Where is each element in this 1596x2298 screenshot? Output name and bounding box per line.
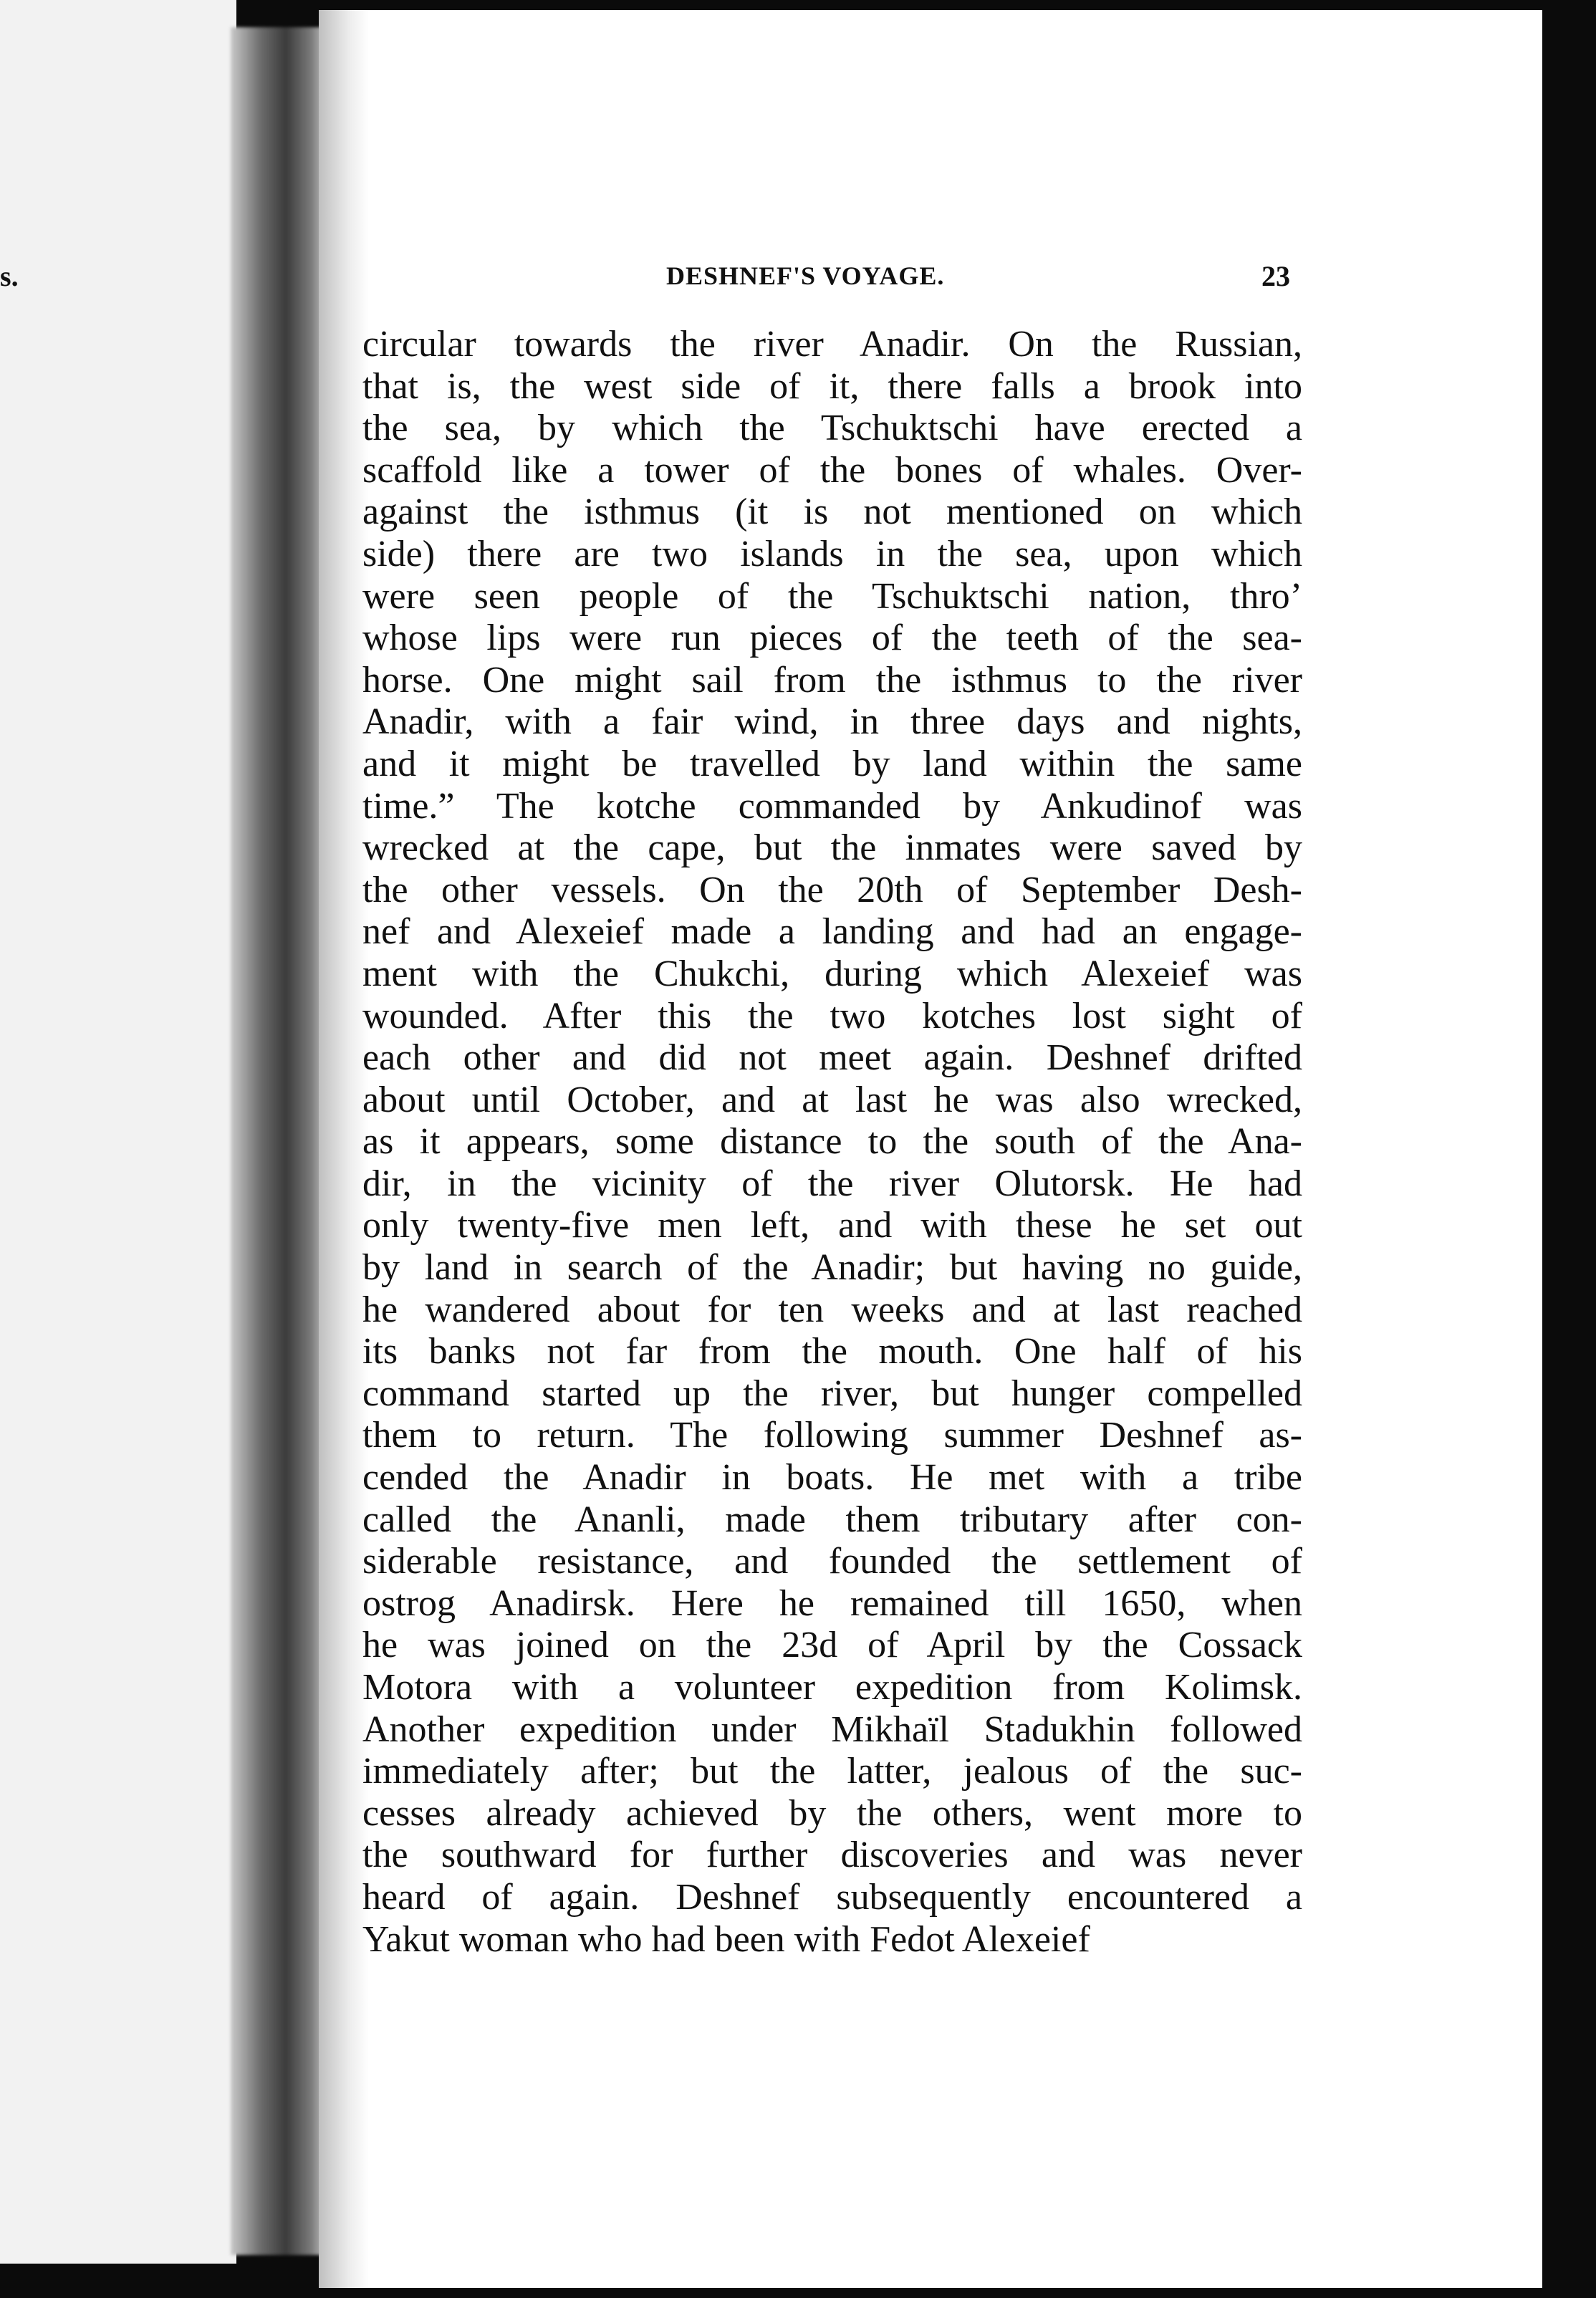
book-gutter-shadow (231, 27, 331, 2255)
body-line: Another expedition under Mikhaïl Stadukhin followed (362, 1708, 1302, 1750)
body-line: the other vessels. On the 20th of September Desh- (362, 869, 1302, 910)
body-line: whose lips were run pieces of the teeth of the sea- (362, 617, 1302, 659)
body-line: immediately after; but the latter, jealous of the suc- (362, 1751, 1302, 1792)
body-line: as it appears, some distance to the south of the Ana- (362, 1121, 1302, 1163)
body-line: cended the Anadir in boats. He met with a tribe (362, 1457, 1302, 1499)
body-line: each other and did not meet again. Deshnef drifted (362, 1037, 1302, 1079)
body-line: the southward for further discoveries and was never (362, 1835, 1302, 1876)
body-line: side) there are two islands in the sea, upon which (362, 533, 1302, 574)
body-line: Anadir, with a fair wind, in three days and nights, (362, 701, 1302, 743)
body-line: that is, the west side of it, there falls a brook into (362, 365, 1302, 407)
body-line: heard of again. Deshnef subsequently encountered a (362, 1876, 1302, 1918)
body-line: them to return. The following summer Deshnef as- (362, 1415, 1302, 1456)
page-number: 23 (1261, 260, 1290, 292)
body-line: he wandered about for ten weeks and at last reached (362, 1289, 1302, 1330)
right-page (319, 10, 1542, 2288)
body-line: wounded. After this the two kotches lost sight of (362, 995, 1302, 1037)
body-line: nef and Alexeief made a landing and had an engage- (362, 911, 1302, 953)
body-line: dir, in the vicinity of the river Olutorsk. He had (362, 1163, 1302, 1204)
body-line: cesses already achieved by the others, went more to (362, 1792, 1302, 1834)
body-line: wrecked at the cape, but the inmates were saved by (362, 827, 1302, 869)
body-line: and it might be travelled by land within the same (362, 743, 1302, 784)
body-line: Yakut woman who had been with Fedot Alexeief (362, 1918, 1090, 1960)
body-line: ostrog Anadirsk. Here he remained till 1650, when (362, 1582, 1302, 1624)
body-text (362, 324, 1302, 1961)
body-line: the sea, by which the Tschuktschi have erected a (362, 408, 1302, 449)
body-line: by land in search of the Anadir; but having no guide, (362, 1247, 1302, 1289)
body-line: circular towards the river Anadir. On the Russian, (362, 324, 1302, 365)
body-line: command started up the river, but hunger compelled (362, 1372, 1302, 1414)
page-edge-shadow (319, 10, 369, 2288)
left-running-head: s. (0, 260, 19, 292)
body-line: he was joined on the 23d of April by the Cossack (362, 1625, 1302, 1666)
running-title: DESHNEF'S VOYAGE. (666, 261, 945, 290)
body-line: Motora with a volunteer expedition from Kolimsk. (362, 1667, 1302, 1708)
body-line: were seen people of the Tschuktschi nation, thro’ (362, 575, 1302, 617)
body-line: about until October, and at last he was also wrecked, (362, 1079, 1302, 1120)
body-line: horse. One might sail from the isthmus to the river (362, 659, 1302, 701)
body-line: its banks not far from the mouth. One half of his (362, 1331, 1302, 1372)
body-line: ment with the Chukchi, during which Alexeief was (362, 953, 1302, 994)
running-head (319, 254, 1542, 297)
left-page (0, 0, 236, 2264)
body-line: only twenty-five men left, and with these he set out (362, 1205, 1302, 1246)
body-line: siderable resistance, and founded the settlement of (362, 1541, 1302, 1582)
body-line: time.” The kotche commanded by Ankudinof was (362, 785, 1302, 827)
body-line: called the Ananli, made them tributary after con- (362, 1499, 1302, 1540)
body-line: against the isthmus (it is not mentioned on which (362, 491, 1302, 533)
body-line: scaffold like a tower of the bones of whales. Over- (362, 449, 1302, 491)
